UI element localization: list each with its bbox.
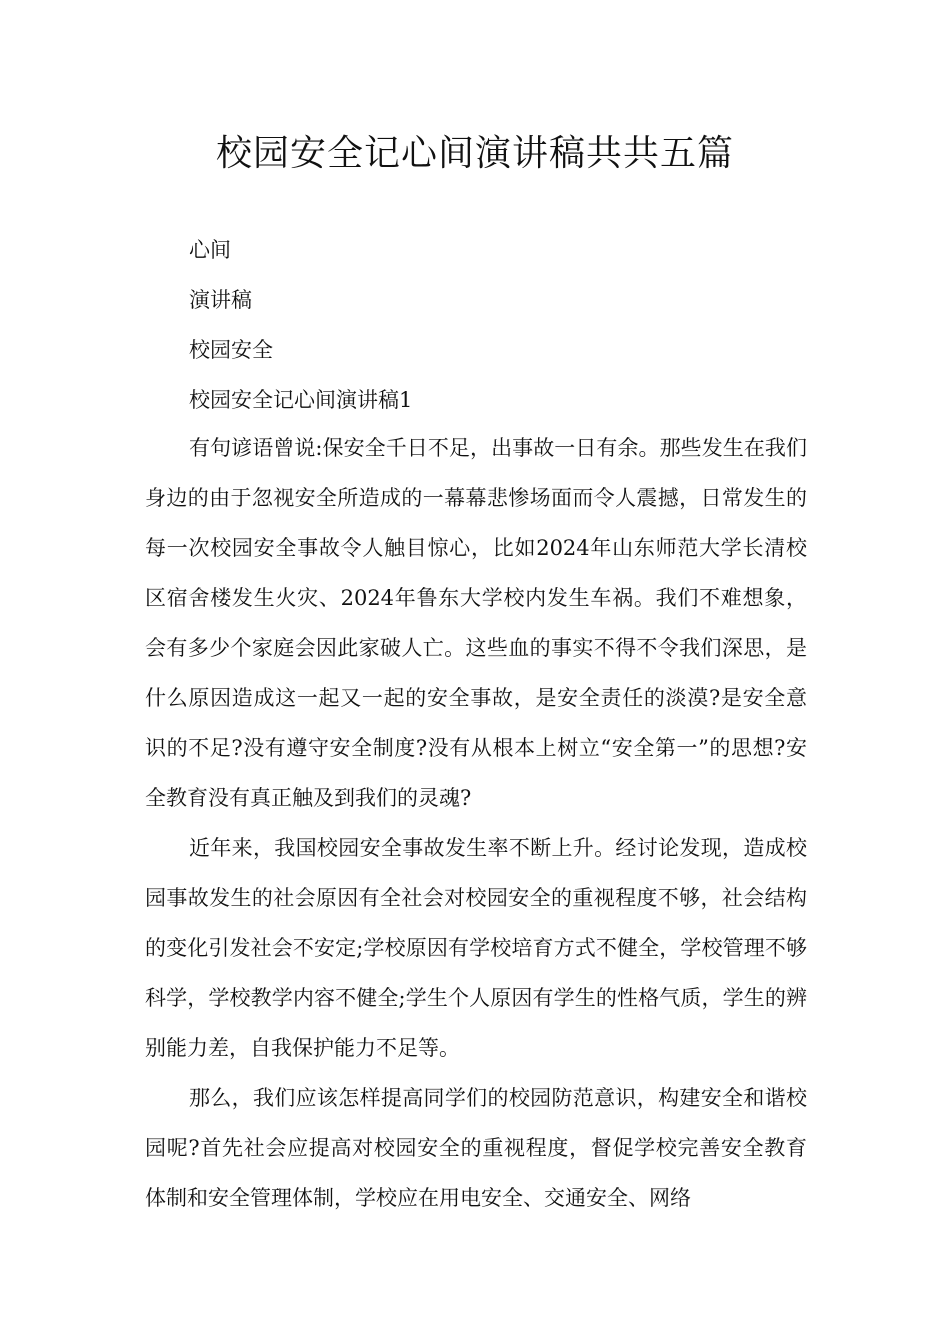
- keyword-tag: 校园安全: [189, 338, 273, 362]
- keyword-tag: 心间: [189, 238, 231, 262]
- keyword-tag: 演讲稿: [189, 288, 252, 312]
- body-paragraph: 有句谚语曾说:保安全千日不足，出事故一日有余。那些发生在我们身边的由于忽视安全所造成的一幕幕悲惨场面而令人震撼，日常发生的每一次校园安全事故令人触目惊心，比如2024年山东师范大学长清校区宿舍楼发生火灾、2024年鲁东大学校内发生车祸。我们不难想象，会有多少个家庭会因此家破人亡。这些血的事实不得不令我们深思，是什么原因造成这一起又一起的安全事故，是安全责任的淡漠?是安全意识的不足?没有遵守安全制度?没有从根本上树立“安全第一”的思想?安全教育没有真正触及到我们的灵魂?: [145, 436, 807, 810]
- document-title: 校园安全记心间演讲稿共共五篇: [215, 133, 734, 174]
- section-heading: 校园安全记心间演讲稿1: [189, 388, 413, 412]
- body-paragraph: 近年来，我国校园安全事故发生率不断上升。经讨论发现，造成校园事故发生的社会原因有全社会对校园安全的重视程度不够，社会结构的变化引发社会不安定;学校原因有学校培育方式不健全，学校管理不够科学，学校教学内容不健全;学生个人原因有学生的性格气质，学生的辨别能力差，自我保护能力不足等。: [145, 836, 807, 1060]
- body-paragraph: 那么，我们应该怎样提高同学们的校园防范意识，构建安全和谐校园呢?首先社会应提高对校园安全的重视程度，督促学校完善安全教育体制和安全管理体制，学校应在用电安全、交通安全、网络: [145, 1086, 807, 1210]
